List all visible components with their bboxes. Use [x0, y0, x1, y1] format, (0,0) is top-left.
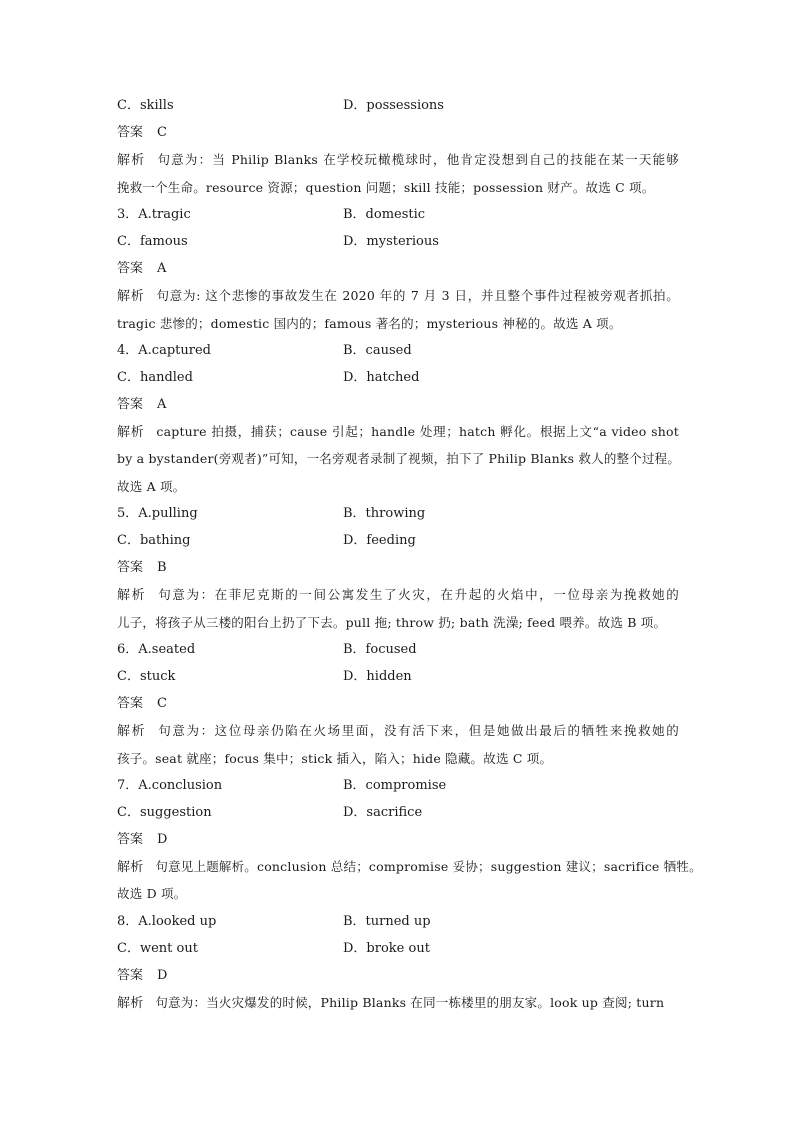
question-block: [117, 201, 679, 337]
option-left: 7．A.conclusion: [117, 777, 223, 793]
option-left: C．suggestion: [117, 804, 212, 820]
analysis-line: [117, 989, 679, 1016]
answer-label: 答案: [117, 560, 144, 576]
option-left: C．stuck: [117, 668, 176, 684]
answer-value: C: [157, 125, 167, 141]
analysis-text: 句意为：当火灾爆发的时候，Philip Blanks 在同一栋楼里的朋友家。look up 查阅; turn: [155, 995, 665, 1011]
analysis-line: [117, 310, 679, 337]
analysis-text: 句意见上题解析。conclusion 总结；compromise 妥协；suggestion 建议；sacrifice 牺牲。: [155, 859, 702, 875]
option-row: [117, 500, 679, 527]
answer-value: D: [157, 968, 168, 983]
option-right: D．feeding: [343, 533, 416, 548]
document-content: [117, 92, 702, 1016]
analysis-text: 儿子，将孩子从三楼的阳台上扔了下去。pull 拖; throw 扔; bath 洗澡; feed 喂养。故选 B 项。: [117, 614, 667, 630]
option-left: C．handled: [117, 369, 193, 385]
analysis-line: [117, 146, 679, 173]
option-right: D．broke out: [343, 940, 430, 956]
option-right: B．compromise: [343, 777, 447, 793]
option-row: [117, 201, 679, 228]
analysis-label: 解析: [117, 588, 147, 604]
option-right: B．caused: [343, 342, 412, 358]
option-left: C．bathing: [117, 533, 191, 548]
option-right: B．domestic: [343, 206, 426, 222]
answer-line: [117, 255, 679, 282]
analysis-line: [117, 853, 702, 880]
analysis-text: 故选 A 项。: [117, 478, 186, 494]
question-block: [117, 636, 679, 772]
option-row: [117, 228, 679, 255]
option-row: [117, 364, 679, 391]
option-left: C．skills: [117, 98, 174, 113]
answer-value: D: [157, 832, 168, 848]
analysis-line: [117, 473, 679, 500]
analysis-line: [117, 745, 679, 772]
question-block: [117, 772, 702, 908]
analysis-text: 句意为：这位母亲仍陷在火场里面，没有活下来，但是她做出最后的牺牲来挽救她的: [158, 723, 679, 739]
answer-line: [117, 554, 679, 581]
option-row: [117, 772, 679, 799]
analysis-line: [117, 445, 679, 472]
option-right: B．throwing: [343, 505, 426, 521]
question-block: [117, 337, 679, 500]
option-left: 3．A.tragic: [117, 206, 191, 222]
answer-line: [117, 826, 679, 853]
answer-value: A: [157, 397, 167, 413]
option-right: B．focused: [343, 641, 417, 657]
option-left: 4．A.captured: [117, 342, 211, 358]
option-right: B．turned up: [343, 913, 431, 929]
analysis-line: [117, 174, 679, 201]
answer-value: B: [157, 560, 167, 576]
option-right: D．mysterious: [343, 233, 439, 249]
answer-line: [117, 690, 679, 717]
option-row: [117, 92, 679, 119]
analysis-line: [117, 581, 679, 608]
analysis-text: 句意为：当 Philip Blanks 在学校玩橄榄球时，他肯定没想到自己的技能在某一天能够: [157, 152, 679, 168]
analysis-text: capture 拍摄，捕获；cause 引起；handle 处理；hatch 孵化。根据上文“a video shot: [156, 424, 679, 440]
analysis-text: by a bystander(旁观者)”可知，一名旁观者录制了视频，拍下了 Philip Blanks 救人的整个过程。: [117, 451, 681, 467]
answer-value: C: [157, 696, 167, 712]
option-right: D．hatched: [343, 369, 420, 385]
question-block: [117, 92, 679, 201]
analysis-text: 孩子。seat 就座；focus 集中；stick 插入，陷入；hide 隐藏。故选 C 项。: [117, 750, 553, 766]
option-row: [117, 799, 679, 826]
option-right: D．possessions: [343, 98, 444, 113]
option-right: D．sacrifice: [343, 804, 423, 820]
answer-value: A: [157, 261, 167, 277]
question-block: [117, 500, 679, 636]
analysis-label: 解析: [117, 996, 144, 1012]
option-row: [117, 636, 679, 663]
question-block: [117, 908, 679, 1017]
analysis-text: 故选 D 项。: [117, 886, 187, 902]
answer-line: [117, 962, 679, 989]
option-row: [117, 935, 679, 962]
option-right: D．hidden: [343, 668, 412, 684]
analysis-text: 挽救一个生命。resource 资源；question 问题；skill 技能；possession 财产。故选 C 项。: [117, 179, 655, 195]
analysis-line: [117, 418, 679, 445]
option-left: 6．A.seated: [117, 641, 196, 657]
answer-label: 答案: [117, 696, 144, 712]
analysis-label: 解析: [117, 425, 145, 441]
option-left: 8．A.looked up: [117, 913, 217, 929]
option-row: [117, 908, 679, 935]
answer-label: 答案: [117, 397, 144, 413]
option-row: [117, 337, 679, 364]
option-row: [117, 527, 679, 554]
answer-label: 答案: [117, 261, 144, 277]
option-left: C．went out: [117, 940, 198, 956]
answer-label: 答案: [117, 832, 144, 848]
analysis-label: 解析: [117, 153, 146, 169]
option-left: C．famous: [117, 233, 188, 249]
answer-line: [117, 119, 679, 146]
analysis-line: [117, 609, 679, 636]
answer-line: [117, 391, 679, 418]
analysis-line: [117, 282, 679, 309]
analysis-text: 句意为: 这个悲惨的事故发生在 2020 年的 7 月 3 日，并且整个事件过程被旁观者抓拍。: [156, 288, 679, 304]
answer-label: 答案: [117, 125, 144, 141]
analysis-text: tragic 悲惨的；domestic 国内的；famous 著名的；mysterious 神秘的。故选 A 项。: [117, 315, 622, 331]
analysis-label: 解析: [117, 289, 145, 305]
analysis-line: [117, 717, 679, 744]
analysis-line: [117, 880, 679, 907]
analysis-text: 句意为：在菲尼克斯的一间公寓发生了火灾，在升起的火焰中，一位母亲为挽救她的: [158, 587, 679, 603]
analysis-label: 解析: [117, 860, 144, 876]
analysis-label: 解析: [117, 724, 147, 740]
option-left: 5．A.pulling: [117, 505, 198, 521]
answer-label: 答案: [117, 968, 144, 983]
option-row: [117, 663, 679, 690]
